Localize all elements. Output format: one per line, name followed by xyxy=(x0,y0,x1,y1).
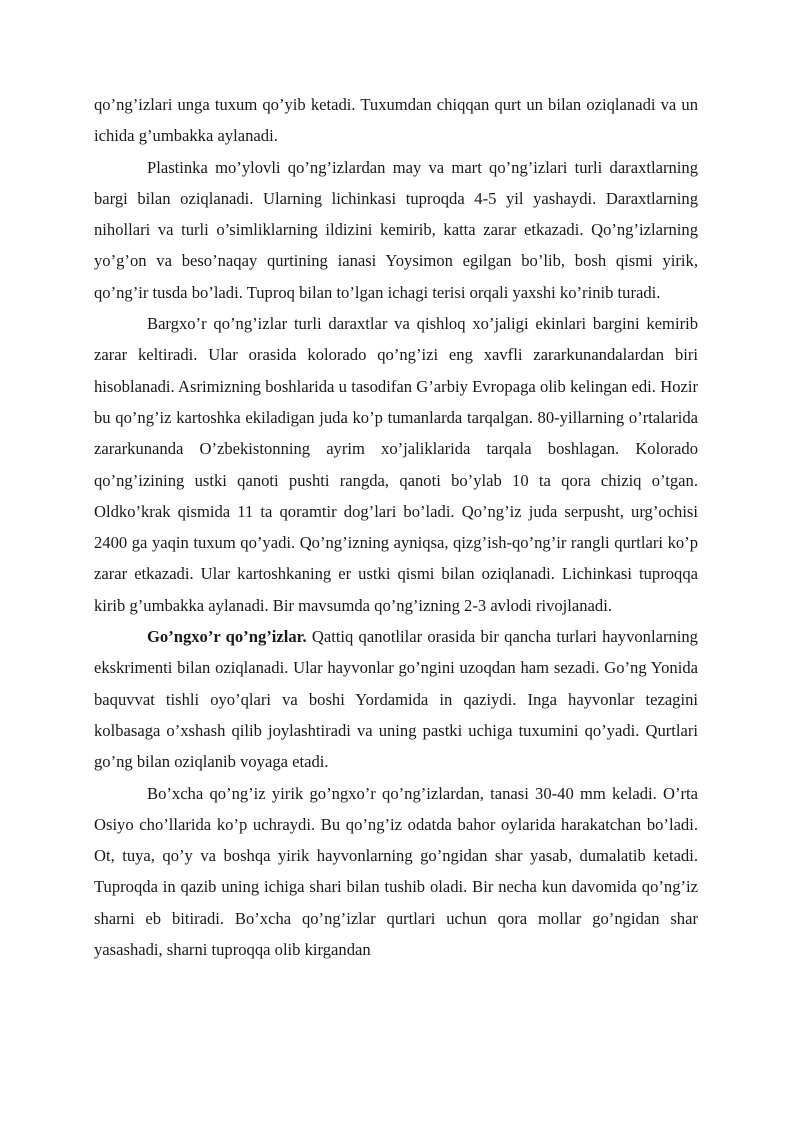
paragraph-2-text: Plastinka mo’ylovli qo’ng’izlardan may va mart qo’ng’izlari turli daraxtlarning bargi bilan oziqlanadi. Ularning lichinkasi tuproqda 4-5 yil yashaydi. Daraxtlarning nihollari va turli o’simliklarning ildizini kemirib, katta zarar etkazadi. Qo’ng’izlarning yo’g’on va beso’naqay qurtining ianasi Yoysimon egilgan bo’lib, bosh qismi yirik, qo’ng’ir tusda bo’ladi. Tuproq bilan to’lgan ichagi terisi orqali yaxshi ko’rinib turadi. xyxy=(94,157,698,302)
paragraph-5-text: Bo’xcha qo’ng’iz yirik go’ngxo’r qo’ng’izlardan, tanasi 30-40 mm keladi. O’rta Osiyo cho’llarida ko’p uchraydi. Bu qo’ng’iz odatda bahor oylarida harakatchan bo’ladi. Ot, tuya, qo’y va boshqa yirik hayvonlarning go’ngidan shar yasab, dumalatib ketadi. Tuproqda in qazib uning ichiga shari bilan tushib oladi. Bir necha kun davomida qo’ng’iz sharni eb bitiradi. Bo’xcha qo’ng’izlar qurtlari uchun qora mollar go’ngidan shar yasashadi, sharni tuproqqa olib kirgandan xyxy=(94,783,698,960)
paragraph-3-text: Bargxo’r qo’ng’izlar turli daraxtlar va qishloq xo’jaligi ekinlari bargini kemirib zarar keltiradi. Ular orasida kolorado qo’ng’izi eng xavfli zararkunandalardan biri hisoblanadi. Asrimizning boshlarida u tasodifan G’arbiy Evropaga olib kelingan edi. Hozir bu qo’ng’iz kartoshka ekiladigan juda ko’p tumanlarda tarqalgan. 80-yillarning o’rtalarida zararkunanda O’zbekistonning ayrim xo’jaliklarida tarqala boshlagan. Kolorado qo’ng’izining ustki qanoti pushti rangda, qanoti bo’ylab 10 ta qora chiziq o’tgan. Oldko’krak qismida 11 ta qoramtir dog’lari bo’ladi. Qo’ng’iz juda serpusht, urg’ochisi 2400 ga yaqin tuxum qo’yadi. Qo’ng’izning ayniqsa, qizg’ish-qo’ng’ir rangli qurtlari ko’p zarar etkazadi. Ular kartoshkaning er ustki qismi bilan oziqlanadi. Lichinkasi tuproqqa kirib g’umbakka aylanadi. Bir mavsumda qo’ng’izning 2-3 avlodi rivojlanadi. xyxy=(94,314,698,615)
paragraph-5 xyxy=(94,778,698,966)
paragraph-4-text: Qattiq qanotlilar orasida bir qancha turlari hayvonlarning ekskrimenti bilan oziqlanadi. Ular hayvonlar go’ngini uzoqdan ham sezadi. Go’ng Yonida baquvvat tishli oyo’qlari va boshi Yordamida in qaziydi. Inga hayvonlar tezagini kolbasaga o’xshash qilib joylashtiradi va uning pastki uchiga tuxumini qo’yadi. Qurtlari go’ng bilan oziqlanib voyaga etadi. xyxy=(94,627,698,772)
paragraph-1-text: qo’ng’izlari unga tuxum qo’yib ketadi. Tuxumdan chiqqan qurt un bilan oziqlanadi va un ichida g’umbakka aylanadi. xyxy=(94,95,698,146)
paragraph-4 xyxy=(94,621,698,777)
paragraph-2 xyxy=(94,152,698,308)
paragraph-1 xyxy=(94,89,698,152)
document-page xyxy=(94,89,698,965)
paragraph-4-heading: Go’ngxo’r qo’ng’izlar. xyxy=(147,627,307,647)
paragraph-3 xyxy=(94,308,698,621)
